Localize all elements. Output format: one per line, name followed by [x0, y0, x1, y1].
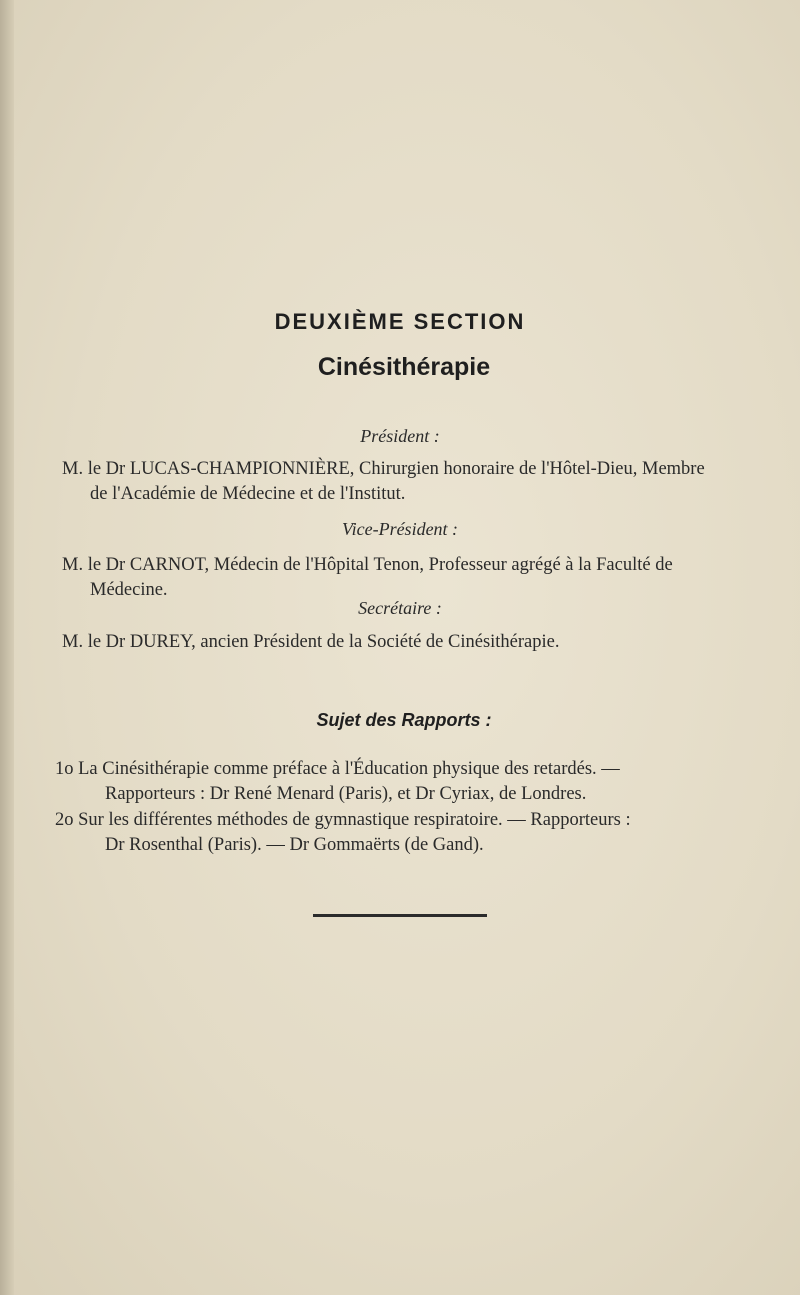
- rapport-item-1-line-2: Rapporteurs : Dr René Menard (Paris), et Dr Cyriax, de Londres.: [105, 784, 587, 804]
- rapport-item-2-line-1: 2o Sur les différentes méthodes de gymnastique respiratoire. — Rapporteurs :: [55, 810, 631, 830]
- vice-president-role: Vice-Président :: [341, 519, 459, 539]
- secretaire-line-1: M. le Dr DUREY, ancien Président de la Société de Cinésithérapie.: [62, 632, 560, 652]
- page-spine-shadow: [0, 0, 14, 1295]
- rapport-item-2: [55, 808, 735, 858]
- rapport-item-1-line-1: 1o La Cinésithérapie comme préface à l'Éducation physique des retardés. —: [55, 759, 620, 779]
- rapport-item-2-line-2: Dr Rosenthal (Paris). — Dr Gommaërts (de Gand).: [105, 835, 484, 855]
- section-subtitle: Cinésithérapie: [317, 353, 491, 381]
- closing-rule: [313, 914, 487, 917]
- president-entry: [62, 457, 742, 507]
- rapport-item-1: [55, 757, 735, 807]
- president-role: Président :: [360, 426, 440, 446]
- president-line-2: de l'Académie de Médecine et de l'Institut.: [90, 484, 406, 504]
- vice-president-line-1: M. le Dr CARNOT, Médecin de l'Hôpital Tenon, Professeur agrégé à la Faculté de: [62, 555, 673, 575]
- secretaire-role: Secrétaire :: [358, 598, 442, 618]
- president-line-1: M. le Dr LUCAS-CHAMPIONNIÈRE, Chirurgien honoraire de l'Hôtel-Dieu, Membre: [62, 459, 705, 479]
- vice-president-entry: [62, 553, 742, 603]
- vice-president-line-2: Médecine.: [90, 580, 168, 600]
- secretaire-entry: [62, 630, 742, 655]
- section-title: DEUXIÈME SECTION: [274, 309, 526, 334]
- rapports-heading: Sujet des Rapports :: [316, 710, 492, 730]
